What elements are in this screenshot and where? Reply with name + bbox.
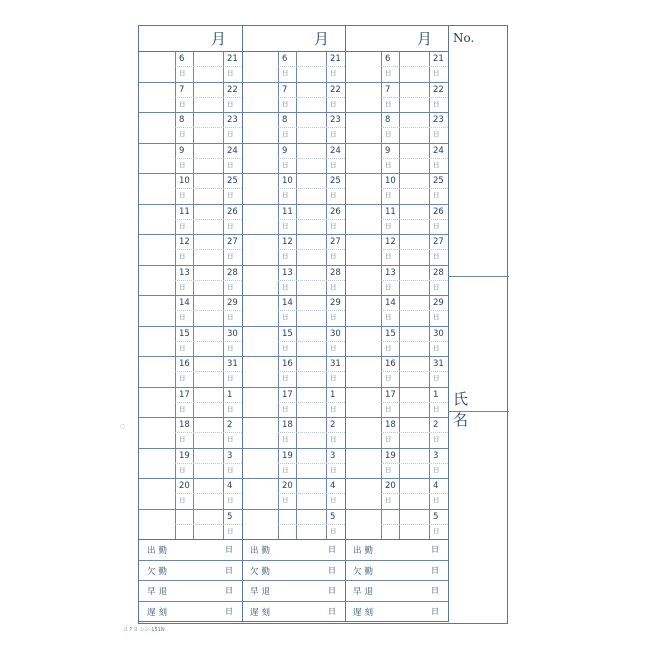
day-number-left: 18 bbox=[282, 420, 293, 430]
day-suffix: 日 bbox=[330, 130, 337, 138]
day-number-left: 6 bbox=[179, 54, 185, 64]
summary-label: 出勤 bbox=[147, 546, 171, 556]
day-suffix: 日 bbox=[385, 282, 392, 291]
summary-label: 欠勤 bbox=[147, 566, 171, 577]
day-suffix: 日 bbox=[179, 191, 186, 199]
row-midline bbox=[278, 310, 345, 311]
row-midline bbox=[278, 463, 345, 464]
summary-label: 遅刻 bbox=[147, 607, 171, 618]
day-number-left: 6 bbox=[282, 54, 288, 64]
timecard-form bbox=[138, 25, 508, 624]
row-midline bbox=[381, 97, 448, 98]
row-divider bbox=[139, 82, 448, 83]
day-number-left: 9 bbox=[385, 145, 391, 156]
day-number-left: 8 bbox=[385, 115, 391, 125]
day-suffix: 日 bbox=[385, 69, 392, 77]
summary-label: 遅刻 bbox=[250, 607, 274, 618]
day-suffix: 日 bbox=[282, 221, 289, 230]
summary-unit: 日 bbox=[431, 586, 439, 595]
day-suffix: 日 bbox=[385, 160, 392, 169]
day-suffix: 日 bbox=[179, 282, 186, 291]
summary-unit: 日 bbox=[225, 606, 233, 616]
day-suffix: 日 bbox=[433, 374, 440, 382]
row-midline bbox=[381, 341, 448, 342]
name-panel-line bbox=[448, 276, 509, 277]
day-number-right: 28 bbox=[227, 267, 238, 278]
day-suffix: 日 bbox=[282, 343, 289, 352]
day-suffix: 日 bbox=[227, 374, 234, 382]
row-divider bbox=[139, 387, 448, 388]
day-suffix: 日 bbox=[330, 526, 337, 535]
day-number-left: 18 bbox=[385, 420, 396, 430]
day-number-right: 3 bbox=[330, 450, 336, 461]
day-suffix: 日 bbox=[330, 313, 337, 321]
day-number-left: 8 bbox=[179, 115, 185, 125]
row-divider bbox=[139, 143, 448, 144]
day-suffix: 日 bbox=[227, 252, 234, 260]
day-number-left: 16 bbox=[179, 359, 190, 369]
day-number-left: 7 bbox=[282, 84, 288, 95]
day-suffix: 日 bbox=[385, 435, 392, 443]
row-midline bbox=[175, 402, 242, 403]
day-suffix: 日 bbox=[433, 343, 440, 352]
day-suffix: 日 bbox=[227, 69, 234, 77]
row-divider bbox=[139, 448, 448, 449]
day-number-left: 10 bbox=[179, 176, 190, 186]
day-suffix: 日 bbox=[179, 130, 186, 138]
day-number-right: 21 bbox=[433, 54, 444, 64]
day-number-right: 27 bbox=[227, 237, 238, 247]
day-number-right: 3 bbox=[433, 450, 439, 461]
day-number-left: 20 bbox=[282, 481, 293, 491]
day-number-right: 1 bbox=[227, 389, 233, 400]
day-number-right: 24 bbox=[330, 145, 341, 156]
header-divider bbox=[139, 51, 448, 52]
day-number-left: 19 bbox=[385, 450, 396, 461]
row-midline bbox=[278, 188, 345, 189]
day-number-left: 10 bbox=[282, 176, 293, 186]
day-number-left: 15 bbox=[179, 328, 190, 339]
day-number-left: 11 bbox=[179, 206, 190, 217]
day-number-right: 2 bbox=[433, 420, 439, 430]
day-suffix: 日 bbox=[227, 313, 234, 321]
month-label-3: 月 bbox=[417, 30, 433, 48]
day-suffix: 日 bbox=[179, 160, 186, 169]
day-suffix: 日 bbox=[179, 252, 186, 260]
row-divider bbox=[139, 356, 448, 357]
summary-row-divider bbox=[139, 601, 448, 602]
day-suffix: 日 bbox=[433, 526, 440, 535]
day-suffix: 日 bbox=[179, 435, 186, 443]
row-midline bbox=[381, 524, 448, 525]
row-midline bbox=[278, 280, 345, 281]
row-midline bbox=[381, 280, 448, 281]
row-midline bbox=[175, 341, 242, 342]
day-number-right: 25 bbox=[330, 176, 341, 186]
row-midline bbox=[175, 432, 242, 433]
day-number-right: 31 bbox=[227, 359, 238, 369]
month-label-2: 月 bbox=[314, 30, 330, 48]
day-suffix: 日 bbox=[433, 435, 440, 443]
day-number-right: 31 bbox=[433, 359, 444, 369]
day-number-right: 27 bbox=[330, 237, 341, 247]
day-suffix: 日 bbox=[330, 252, 337, 260]
row-midline bbox=[278, 249, 345, 250]
day-suffix: 日 bbox=[282, 69, 289, 77]
day-number-right: 28 bbox=[330, 267, 341, 278]
day-suffix: 日 bbox=[433, 160, 440, 169]
day-number-left: 18 bbox=[179, 420, 190, 430]
summary-unit: 日 bbox=[328, 606, 336, 616]
row-midline bbox=[175, 66, 242, 67]
day-number-right: 31 bbox=[330, 359, 341, 369]
day-number-right: 3 bbox=[227, 450, 233, 461]
day-number-right: 22 bbox=[433, 84, 444, 95]
summary-label: 出勤 bbox=[250, 546, 274, 556]
summary-bottom-line bbox=[139, 621, 448, 622]
day-number-left: 12 bbox=[179, 237, 190, 247]
day-suffix: 日 bbox=[433, 496, 440, 504]
row-divider bbox=[139, 417, 448, 418]
day-number-right: 26 bbox=[433, 206, 444, 217]
day-suffix: 日 bbox=[227, 496, 234, 504]
day-suffix: 日 bbox=[179, 496, 186, 504]
row-midline bbox=[175, 127, 242, 128]
row-divider bbox=[139, 265, 448, 266]
row-midline bbox=[278, 97, 345, 98]
row-midline bbox=[381, 158, 448, 159]
summary-unit: 日 bbox=[225, 545, 233, 554]
summary-label: 早退 bbox=[147, 587, 171, 597]
day-number-left: 7 bbox=[179, 84, 185, 95]
day-number-right: 23 bbox=[227, 115, 238, 125]
day-suffix: 日 bbox=[433, 252, 440, 260]
summary-unit: 日 bbox=[225, 565, 233, 575]
row-midline bbox=[381, 310, 448, 311]
row-midline bbox=[175, 310, 242, 311]
day-number-left: 6 bbox=[385, 54, 391, 64]
day-suffix: 日 bbox=[433, 99, 440, 108]
month-group-divider bbox=[242, 26, 243, 621]
day-suffix: 日 bbox=[385, 221, 392, 230]
day-number-left: 11 bbox=[385, 206, 396, 217]
row-midline bbox=[381, 463, 448, 464]
day-suffix: 日 bbox=[179, 99, 186, 108]
summary-label: 欠勤 bbox=[250, 566, 274, 577]
day-suffix: 日 bbox=[433, 282, 440, 291]
row-midline bbox=[381, 432, 448, 433]
day-suffix: 日 bbox=[385, 191, 392, 199]
day-number-left: 9 bbox=[282, 145, 288, 156]
day-number-right: 24 bbox=[433, 145, 444, 156]
row-midline bbox=[278, 432, 345, 433]
day-suffix: 日 bbox=[330, 160, 337, 169]
day-suffix: 日 bbox=[227, 526, 234, 535]
footer-product-code: コクヨ シン-151N bbox=[123, 627, 165, 633]
day-suffix: 日 bbox=[385, 130, 392, 138]
day-number-right: 30 bbox=[227, 328, 238, 339]
day-suffix: 日 bbox=[282, 160, 289, 169]
day-number-right: 29 bbox=[330, 298, 341, 308]
name-panel-divider bbox=[448, 26, 449, 622]
day-number-right: 28 bbox=[433, 267, 444, 278]
row-divider bbox=[139, 478, 448, 479]
day-number-left: 19 bbox=[179, 450, 190, 461]
day-number-right: 1 bbox=[433, 389, 439, 400]
day-suffix: 日 bbox=[282, 282, 289, 291]
day-number-right: 2 bbox=[227, 420, 233, 430]
summary-label: 欠勤 bbox=[353, 566, 377, 577]
day-suffix: 日 bbox=[330, 343, 337, 352]
day-number-left: 17 bbox=[385, 389, 396, 400]
day-number-right: 29 bbox=[227, 298, 238, 308]
row-midline bbox=[278, 66, 345, 67]
row-midline bbox=[175, 249, 242, 250]
day-number-right: 5 bbox=[433, 511, 439, 522]
day-number-right: 5 bbox=[330, 511, 336, 522]
summary-unit: 日 bbox=[328, 586, 336, 595]
day-number-left: 15 bbox=[385, 328, 396, 339]
row-midline bbox=[381, 188, 448, 189]
day-number-right: 22 bbox=[227, 84, 238, 95]
day-number-right: 26 bbox=[330, 206, 341, 217]
grid-bottom-line bbox=[139, 539, 448, 540]
day-number-right: 4 bbox=[433, 481, 439, 491]
day-suffix: 日 bbox=[330, 404, 337, 413]
day-number-right: 29 bbox=[433, 298, 444, 308]
day-number-left: 15 bbox=[282, 328, 293, 339]
row-midline bbox=[381, 371, 448, 372]
day-number-left: 12 bbox=[282, 237, 293, 247]
day-suffix: 日 bbox=[433, 313, 440, 321]
day-suffix: 日 bbox=[385, 343, 392, 352]
day-suffix: 日 bbox=[330, 69, 337, 77]
day-suffix: 日 bbox=[282, 252, 289, 260]
day-suffix: 日 bbox=[330, 435, 337, 443]
day-suffix: 日 bbox=[385, 252, 392, 260]
day-number-left: 13 bbox=[179, 267, 190, 278]
day-suffix: 日 bbox=[330, 465, 337, 474]
row-midline bbox=[175, 97, 242, 98]
row-divider bbox=[139, 112, 448, 113]
summary-label: 早退 bbox=[250, 587, 274, 597]
day-number-left: 14 bbox=[179, 298, 190, 308]
day-suffix: 日 bbox=[227, 282, 234, 291]
day-suffix: 日 bbox=[179, 343, 186, 352]
row-divider bbox=[139, 295, 448, 296]
day-number-left: 20 bbox=[385, 481, 396, 491]
day-number-left: 20 bbox=[179, 481, 190, 491]
name-panel-line bbox=[448, 411, 509, 412]
day-number-right: 21 bbox=[330, 54, 341, 64]
day-number-right: 23 bbox=[330, 115, 341, 125]
day-suffix: 日 bbox=[385, 404, 392, 413]
row-midline bbox=[278, 371, 345, 372]
day-number-right: 2 bbox=[330, 420, 336, 430]
day-suffix: 日 bbox=[433, 221, 440, 230]
row-midline bbox=[278, 158, 345, 159]
day-suffix: 日 bbox=[385, 374, 392, 382]
row-midline bbox=[175, 219, 242, 220]
day-suffix: 日 bbox=[179, 404, 186, 413]
day-number-right: 30 bbox=[330, 328, 341, 339]
day-suffix: 日 bbox=[227, 465, 234, 474]
day-number-left: 10 bbox=[385, 176, 396, 186]
summary-unit: 日 bbox=[431, 606, 439, 616]
row-divider bbox=[139, 326, 448, 327]
day-suffix: 日 bbox=[282, 496, 289, 504]
row-midline bbox=[381, 219, 448, 220]
day-suffix: 日 bbox=[227, 404, 234, 413]
day-suffix: 日 bbox=[227, 221, 234, 230]
day-suffix: 日 bbox=[227, 130, 234, 138]
name-label: 氏名 bbox=[453, 390, 483, 429]
day-suffix: 日 bbox=[227, 435, 234, 443]
day-suffix: 日 bbox=[330, 282, 337, 291]
summary-unit: 日 bbox=[328, 545, 336, 554]
row-divider bbox=[139, 234, 448, 235]
row-midline bbox=[175, 524, 242, 525]
day-suffix: 日 bbox=[385, 465, 392, 474]
day-suffix: 日 bbox=[385, 496, 392, 504]
day-suffix: 日 bbox=[179, 69, 186, 77]
day-number-right: 25 bbox=[433, 176, 444, 186]
row-midline bbox=[381, 402, 448, 403]
row-midline bbox=[175, 463, 242, 464]
day-suffix: 日 bbox=[330, 374, 337, 382]
day-suffix: 日 bbox=[433, 191, 440, 199]
row-midline bbox=[278, 524, 345, 525]
day-suffix: 日 bbox=[179, 374, 186, 382]
row-divider bbox=[139, 204, 448, 205]
row-divider bbox=[139, 173, 448, 174]
summary-label: 出勤 bbox=[353, 546, 377, 556]
day-suffix: 日 bbox=[227, 343, 234, 352]
day-suffix: 日 bbox=[282, 130, 289, 138]
day-number-left: 19 bbox=[282, 450, 293, 461]
day-suffix: 日 bbox=[330, 191, 337, 199]
day-number-right: 4 bbox=[330, 481, 336, 491]
day-suffix: 日 bbox=[282, 465, 289, 474]
row-midline bbox=[381, 493, 448, 494]
day-suffix: 日 bbox=[282, 313, 289, 321]
day-number-right: 26 bbox=[227, 206, 238, 217]
row-midline bbox=[278, 127, 345, 128]
day-suffix: 日 bbox=[330, 496, 337, 504]
day-suffix: 日 bbox=[282, 404, 289, 413]
summary-row-divider bbox=[139, 560, 448, 561]
day-suffix: 日 bbox=[330, 99, 337, 108]
summary-label: 遅刻 bbox=[353, 607, 377, 618]
day-number-left: 17 bbox=[179, 389, 190, 400]
summary-unit: 日 bbox=[431, 565, 439, 575]
day-number-right: 4 bbox=[227, 481, 233, 491]
day-suffix: 日 bbox=[282, 374, 289, 382]
day-suffix: 日 bbox=[282, 99, 289, 108]
day-number-right: 30 bbox=[433, 328, 444, 339]
day-suffix: 日 bbox=[282, 191, 289, 199]
day-number-right: 1 bbox=[330, 389, 336, 400]
summary-unit: 日 bbox=[431, 545, 439, 554]
day-suffix: 日 bbox=[179, 465, 186, 474]
row-midline bbox=[175, 371, 242, 372]
row-divider bbox=[139, 509, 448, 510]
day-suffix: 日 bbox=[227, 191, 234, 199]
row-midline bbox=[278, 402, 345, 403]
day-number-left: 14 bbox=[282, 298, 293, 308]
day-suffix: 日 bbox=[282, 435, 289, 443]
day-number-right: 23 bbox=[433, 115, 444, 125]
day-number-right: 22 bbox=[330, 84, 341, 95]
row-midline bbox=[278, 341, 345, 342]
summary-unit: 日 bbox=[328, 565, 336, 575]
day-suffix: 日 bbox=[433, 130, 440, 138]
day-number-right: 5 bbox=[227, 511, 233, 522]
day-number-left: 9 bbox=[179, 145, 185, 156]
row-midline bbox=[381, 249, 448, 250]
day-number-left: 13 bbox=[282, 267, 293, 278]
summary-row-divider bbox=[139, 580, 448, 581]
row-midline bbox=[175, 493, 242, 494]
month-group-divider bbox=[345, 26, 346, 621]
row-midline bbox=[175, 188, 242, 189]
day-suffix: 日 bbox=[330, 221, 337, 230]
row-midline bbox=[278, 219, 345, 220]
day-suffix: 日 bbox=[433, 465, 440, 474]
day-number-left: 16 bbox=[282, 359, 293, 369]
day-number-left: 14 bbox=[385, 298, 396, 308]
day-suffix: 日 bbox=[227, 99, 234, 108]
day-number-right: 21 bbox=[227, 54, 238, 64]
number-label: No. bbox=[453, 31, 475, 45]
day-number-left: 12 bbox=[385, 237, 396, 247]
day-number-left: 17 bbox=[282, 389, 293, 400]
day-suffix: 日 bbox=[227, 160, 234, 169]
day-suffix: 日 bbox=[385, 99, 392, 108]
day-number-right: 24 bbox=[227, 145, 238, 156]
day-suffix: 日 bbox=[179, 221, 186, 230]
day-suffix: 日 bbox=[433, 69, 440, 77]
summary-label: 早退 bbox=[353, 587, 377, 597]
row-midline bbox=[278, 493, 345, 494]
row-midline bbox=[381, 66, 448, 67]
day-suffix: 日 bbox=[433, 404, 440, 413]
day-suffix: 日 bbox=[385, 313, 392, 321]
day-number-left: 11 bbox=[282, 206, 293, 217]
row-midline bbox=[175, 280, 242, 281]
day-number-left: 8 bbox=[282, 115, 288, 125]
row-midline bbox=[381, 127, 448, 128]
day-number-left: 16 bbox=[385, 359, 396, 369]
day-number-left: 7 bbox=[385, 84, 391, 95]
month-label-1: 月 bbox=[211, 30, 227, 48]
day-number-left: 13 bbox=[385, 267, 396, 278]
summary-unit: 日 bbox=[225, 586, 233, 595]
day-number-right: 27 bbox=[433, 237, 444, 247]
row-midline bbox=[175, 158, 242, 159]
stray-mark: ○ bbox=[120, 423, 126, 430]
day-suffix: 日 bbox=[179, 313, 186, 321]
day-number-right: 25 bbox=[227, 176, 238, 186]
